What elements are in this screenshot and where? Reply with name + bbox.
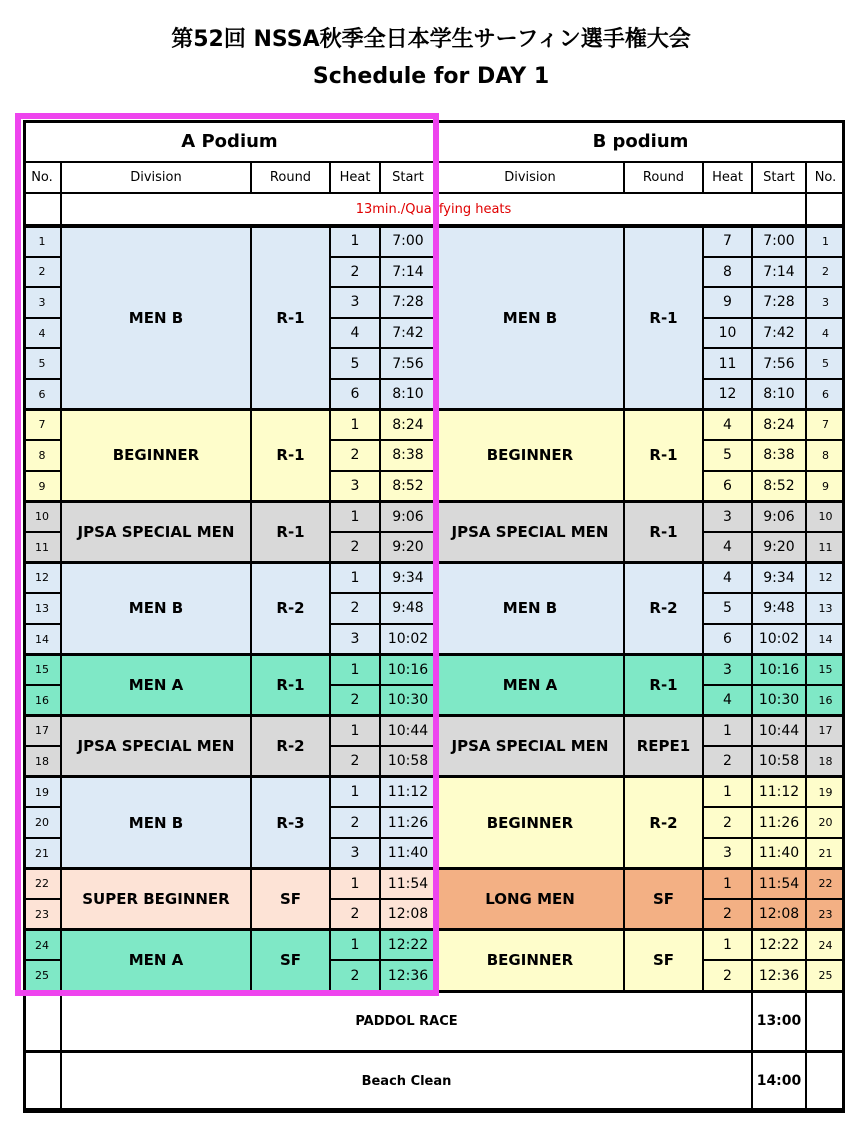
round-cell: R-1 (251, 654, 330, 715)
round-cell: R-1 (251, 501, 330, 562)
division-cell: MEN A (436, 654, 624, 715)
podium-b-header: B podium (436, 120, 845, 162)
row-number: 8 (23, 440, 61, 471)
heat-number: 2 (330, 746, 380, 777)
heat-number: 3 (703, 501, 752, 532)
start-time: 9:34 (380, 563, 436, 594)
heat-number: 5 (330, 348, 380, 379)
start-time: 11:26 (752, 807, 806, 838)
row-number: 1 (806, 226, 845, 257)
heat-number: 10 (703, 318, 752, 349)
row-number: 24 (806, 930, 845, 961)
heat-number: 1 (703, 777, 752, 808)
division-cell: MEN A (61, 930, 251, 991)
heat-number: 2 (330, 440, 380, 471)
heat-number: 3 (330, 838, 380, 869)
start-time: 7:56 (380, 348, 436, 379)
qualifying-heats-note: 13min./Qualifying heats (61, 193, 806, 225)
round-cell: SF (624, 930, 703, 991)
heat-number: 1 (330, 226, 380, 257)
start-time: 9:06 (752, 501, 806, 532)
col-header-no: No. (23, 162, 61, 193)
heat-number: 2 (330, 685, 380, 716)
row-number: 16 (806, 685, 845, 716)
row-number: 15 (23, 654, 61, 685)
division-cell: MEN B (61, 777, 251, 869)
heat-number: 2 (703, 807, 752, 838)
round-cell: R-1 (251, 410, 330, 502)
row-number: 20 (23, 807, 61, 838)
heat-number: 8 (703, 257, 752, 288)
row-number: 7 (23, 410, 61, 441)
row-number: 22 (23, 869, 61, 900)
table-outer-frame (23, 120, 845, 1111)
heat-number: 2 (703, 746, 752, 777)
round-cell: R-2 (251, 563, 330, 655)
start-time: 11:54 (380, 869, 436, 900)
start-time: 10:30 (752, 685, 806, 716)
heat-number: 5 (703, 593, 752, 624)
start-time: 9:48 (380, 593, 436, 624)
start-time: 11:40 (380, 838, 436, 869)
division-cell: BEGINNER (436, 777, 624, 869)
start-time: 8:10 (380, 379, 436, 410)
col-header-heat: Heat (330, 162, 380, 193)
col-header-heat: Heat (703, 162, 752, 193)
row-number: 10 (23, 501, 61, 532)
row-number: 4 (23, 318, 61, 349)
row-number: 6 (23, 379, 61, 410)
row-number: 12 (23, 563, 61, 594)
row-number: 9 (806, 471, 845, 502)
event-time: 14:00 (752, 1051, 806, 1111)
start-time: 10:02 (380, 624, 436, 655)
row-number: 18 (23, 746, 61, 777)
col-header-start: Start (752, 162, 806, 193)
heat-number: 2 (330, 807, 380, 838)
row-number: 14 (23, 624, 61, 655)
start-time: 10:02 (752, 624, 806, 655)
round-cell: R-1 (624, 410, 703, 502)
row-number: 16 (23, 685, 61, 716)
row-number: 19 (23, 777, 61, 808)
start-time: 9:48 (752, 593, 806, 624)
heat-number: 1 (330, 501, 380, 532)
row-number: 20 (806, 807, 845, 838)
heat-number: 3 (330, 624, 380, 655)
row-number: 11 (806, 532, 845, 563)
start-time: 10:30 (380, 685, 436, 716)
start-time: 10:44 (380, 716, 436, 747)
heat-number: 3 (330, 471, 380, 502)
heat-number: 5 (703, 440, 752, 471)
round-cell: R-3 (251, 777, 330, 869)
row-number: 11 (23, 532, 61, 563)
row-number: 2 (806, 257, 845, 288)
division-cell: BEGINNER (436, 930, 624, 991)
row-number: 7 (806, 410, 845, 441)
start-time: 8:52 (752, 471, 806, 502)
division-cell: JPSA SPECIAL MEN (61, 716, 251, 777)
start-time: 10:58 (380, 746, 436, 777)
row-number: 8 (806, 440, 845, 471)
start-time: 7:14 (752, 257, 806, 288)
heat-number: 1 (330, 716, 380, 747)
start-time: 10:16 (752, 654, 806, 685)
start-time: 7:14 (380, 257, 436, 288)
row-number: 14 (806, 624, 845, 655)
start-time: 12:36 (380, 960, 436, 991)
division-cell: JPSA SPECIAL MEN (61, 501, 251, 562)
start-time: 12:22 (380, 930, 436, 961)
event-name: Beach Clean (61, 1051, 752, 1111)
heat-number: 9 (703, 287, 752, 318)
event-time: 13:00 (752, 991, 806, 1051)
page-title: 第52回 NSSA秋季全日本学生サーフィン選手権大会 (171, 27, 691, 52)
heat-number: 6 (703, 624, 752, 655)
round-cell: R-1 (624, 654, 703, 715)
row-number: 15 (806, 654, 845, 685)
heat-number: 1 (330, 777, 380, 808)
start-time: 12:22 (752, 930, 806, 961)
row-number: 10 (806, 501, 845, 532)
start-time: 8:10 (752, 379, 806, 410)
start-time: 11:12 (752, 777, 806, 808)
start-time: 12:08 (752, 899, 806, 930)
heat-number: 2 (703, 960, 752, 991)
heat-number: 1 (330, 654, 380, 685)
heat-number: 1 (330, 563, 380, 594)
start-time: 11:12 (380, 777, 436, 808)
round-cell: SF (251, 930, 330, 991)
start-time: 7:42 (752, 318, 806, 349)
event-name: PADDOL RACE (61, 991, 752, 1051)
heat-number: 1 (330, 410, 380, 441)
heat-number: 1 (703, 716, 752, 747)
heat-number: 2 (330, 257, 380, 288)
start-time: 9:20 (380, 532, 436, 563)
division-cell: MEN B (61, 226, 251, 410)
start-time: 9:06 (380, 501, 436, 532)
division-cell: JPSA SPECIAL MEN (436, 501, 624, 562)
start-time: 11:54 (752, 869, 806, 900)
col-header-round: Round (251, 162, 330, 193)
row-number: 4 (806, 318, 845, 349)
heat-number: 1 (703, 869, 752, 900)
row-number: 25 (23, 960, 61, 991)
row-number: 22 (806, 869, 845, 900)
division-cell: JPSA SPECIAL MEN (436, 716, 624, 777)
heat-number: 12 (703, 379, 752, 410)
row-number: 23 (23, 899, 61, 930)
heat-number: 2 (330, 532, 380, 563)
heat-number: 3 (703, 838, 752, 869)
division-cell: MEN A (61, 654, 251, 715)
heat-number: 1 (703, 930, 752, 961)
row-number: 1 (23, 226, 61, 257)
heat-number: 7 (703, 226, 752, 257)
round-cell: SF (251, 869, 330, 930)
round-cell: REPE1 (624, 716, 703, 777)
heat-number: 2 (703, 899, 752, 930)
row-number: 21 (806, 838, 845, 869)
round-cell: SF (624, 869, 703, 930)
row-number: 23 (806, 899, 845, 930)
heat-number: 4 (703, 685, 752, 716)
heat-number: 2 (330, 960, 380, 991)
heat-number: 3 (330, 287, 380, 318)
start-time: 10:44 (752, 716, 806, 747)
col-header-start: Start (380, 162, 436, 193)
heat-number: 4 (330, 318, 380, 349)
start-time: 9:20 (752, 532, 806, 563)
start-time: 7:28 (380, 287, 436, 318)
heat-number: 1 (330, 930, 380, 961)
start-time: 8:52 (380, 471, 436, 502)
start-time: 7:42 (380, 318, 436, 349)
start-time: 8:38 (752, 440, 806, 471)
division-cell: MEN B (436, 563, 624, 655)
start-time: 11:40 (752, 838, 806, 869)
row-number: 3 (23, 287, 61, 318)
heat-number: 2 (330, 899, 380, 930)
start-time: 8:38 (380, 440, 436, 471)
start-time: 8:24 (752, 410, 806, 441)
row-number: 2 (23, 257, 61, 288)
col-header-no: No. (806, 162, 845, 193)
start-time: 12:08 (380, 899, 436, 930)
row-number: 6 (806, 379, 845, 410)
start-time: 7:28 (752, 287, 806, 318)
row-number: 5 (23, 348, 61, 379)
row-number: 12 (806, 563, 845, 594)
row-number: 18 (806, 746, 845, 777)
heat-number: 6 (330, 379, 380, 410)
row-number: 13 (806, 593, 845, 624)
row-number: 3 (806, 287, 845, 318)
start-time: 7:00 (752, 226, 806, 257)
round-cell: R-1 (624, 226, 703, 410)
round-cell: R-1 (251, 226, 330, 410)
heat-number: 2 (330, 593, 380, 624)
heat-number: 4 (703, 410, 752, 441)
start-time: 11:26 (380, 807, 436, 838)
round-cell: R-2 (624, 563, 703, 655)
start-time: 12:36 (752, 960, 806, 991)
start-time: 10:58 (752, 746, 806, 777)
round-cell: R-2 (251, 716, 330, 777)
division-cell: SUPER BEGINNER (61, 869, 251, 930)
row-number: 25 (806, 960, 845, 991)
row-number: 24 (23, 930, 61, 961)
division-cell: MEN B (61, 563, 251, 655)
heat-number: 1 (330, 869, 380, 900)
heat-number: 4 (703, 532, 752, 563)
start-time: 8:24 (380, 410, 436, 441)
row-number: 21 (23, 838, 61, 869)
start-time: 10:16 (380, 654, 436, 685)
heat-number: 6 (703, 471, 752, 502)
division-cell: BEGINNER (436, 410, 624, 502)
division-cell: LONG MEN (436, 869, 624, 930)
col-header-round: Round (624, 162, 703, 193)
start-time: 7:00 (380, 226, 436, 257)
round-cell: R-2 (624, 777, 703, 869)
row-number: 17 (23, 716, 61, 747)
row-number: 5 (806, 348, 845, 379)
division-cell: BEGINNER (61, 410, 251, 502)
row-number: 13 (23, 593, 61, 624)
heat-number: 3 (703, 654, 752, 685)
division-cell: MEN B (436, 226, 624, 410)
podium-a-header: A Podium (23, 120, 436, 162)
row-number: 9 (23, 471, 61, 502)
col-header-division: Division (436, 162, 624, 193)
row-number: 19 (806, 777, 845, 808)
start-time: 9:34 (752, 563, 806, 594)
col-header-division: Division (61, 162, 251, 193)
start-time: 7:56 (752, 348, 806, 379)
page-subtitle: Schedule for DAY 1 (312, 64, 550, 89)
heat-number: 4 (703, 563, 752, 594)
heat-number: 11 (703, 348, 752, 379)
row-number: 17 (806, 716, 845, 747)
round-cell: R-1 (624, 501, 703, 562)
